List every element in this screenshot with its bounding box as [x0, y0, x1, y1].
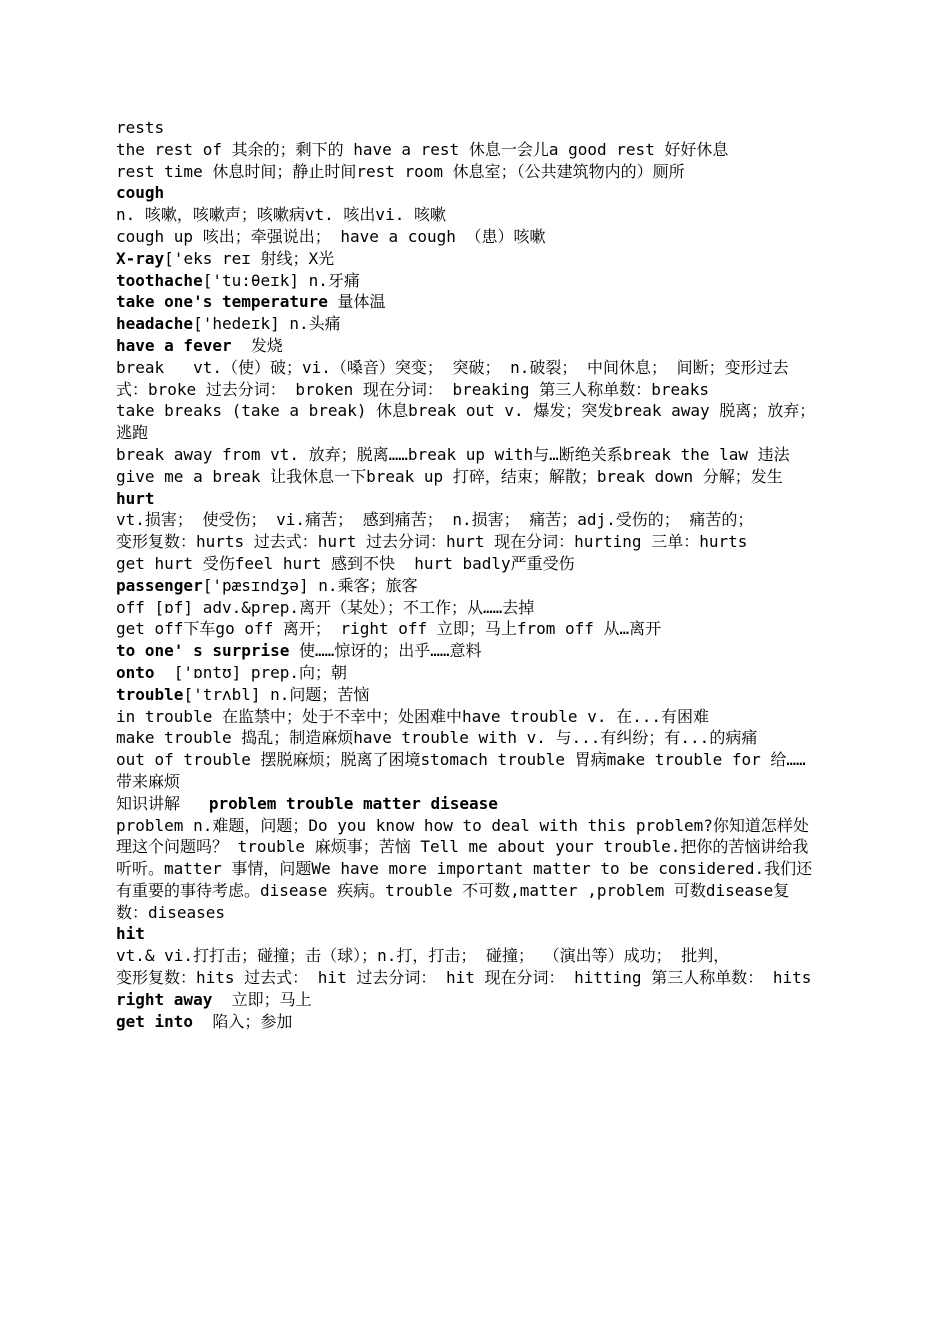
text-line	[116, 597, 816, 619]
text-run: in trouble 在监禁中；处于不幸中；处困难中have trouble v. 在...有困难	[116, 706, 709, 726]
text-line	[116, 727, 816, 749]
text-line	[116, 466, 816, 488]
text-line	[116, 226, 816, 248]
text-run: the rest of 其余的；剩下的 have a rest 休息一会儿a good rest 好好休息	[116, 139, 729, 159]
text-run: vt.损害； 使受伤； vi.痛苦； 感到痛苦； n.损害； 痛苦；adj.受伤的； 痛苦的；	[116, 510, 754, 530]
text-run: cough up 咳出；牵强说出； have a cough （患）咳嗽	[116, 226, 546, 246]
term-heading: problem trouble matter disease	[208, 793, 498, 813]
text-line	[116, 684, 816, 706]
text-run: rest time 休息时间；静止时间rest room 休息室；（公共建筑物内的）厕所	[116, 161, 685, 181]
term-heading: hit	[116, 924, 145, 944]
text-run: get off下车go off 离开； right off 立即；马上from off 从…离开	[116, 619, 662, 639]
text-line	[116, 640, 816, 662]
term-heading: passenger	[116, 575, 203, 595]
text-line	[116, 749, 816, 793]
term-heading: cough	[116, 183, 165, 203]
text-run: 变形复数：hurts 过去式：hurt 过去分词：hurt 现在分词：hurting 三单：hurts	[116, 532, 748, 552]
text-line	[116, 815, 816, 924]
term-heading: get into	[116, 1011, 194, 1031]
text-line	[116, 553, 816, 575]
term-definition: ['pæsɪndʒə] n.乘客；旅客	[202, 575, 418, 595]
term-heading: X-ray	[116, 248, 165, 268]
text-run: rests	[116, 118, 165, 137]
text-run: 知识讲解	[116, 793, 209, 813]
term-heading: to one' s surprise	[116, 641, 290, 661]
text-line	[116, 313, 816, 335]
text-run: make trouble 捣乱；制造麻烦have trouble with v. 与...有纠纷；有...的病痛	[116, 728, 758, 748]
text-line	[116, 706, 816, 728]
term-definition: 量体温	[327, 292, 386, 312]
text-line	[116, 444, 816, 466]
text-line	[116, 618, 816, 640]
term-definition: 发烧	[231, 335, 283, 355]
text-line	[116, 488, 816, 510]
text-run: get hurt 受伤feel hurt 感到不快 hurt badly严重受伤	[116, 553, 575, 573]
text-line	[116, 662, 816, 684]
term-heading: trouble	[116, 684, 184, 704]
text-run: 变形复数：hits 过去式： hit 过去分词： hit 现在分词： hitting 第三人称单数： hits	[116, 968, 812, 988]
text-line	[116, 270, 816, 292]
text-run: problem n.难题，问题；Do you know how to deal with this problem?你知道怎样处理这个问题吗？ trouble 麻烦事；苦恼 Tell me about your trouble.把你的苦恼讲给我听听。matter 事情，问题We have more important matter to be considered.我们还有重要的事待考虑。disease 疾病。trouble 不可数,matter ,problem 可数disease复数：diseases	[116, 815, 813, 922]
text-line	[116, 989, 816, 1011]
text-line	[116, 182, 816, 204]
text-run: n. 咳嗽，咳嗽声；咳嗽病vt. 咳出vi. 咳嗽	[116, 205, 446, 225]
text-line	[116, 531, 816, 553]
text-run: take breaks (take a break) 休息break out v. 爆发；突发break away 脱离；放弃；逃跑	[116, 401, 816, 443]
term-definition: 使……惊讶的；出乎……意料	[289, 641, 482, 661]
term-definition: ['trʌbl] n.问题；苦恼	[183, 684, 370, 704]
term-definition: ['ɒntʊ] prep.向；朝	[154, 662, 348, 682]
term-heading: take one's temperature	[116, 292, 328, 312]
text-run: out of trouble 摆脱麻烦；脱离了困境stomach trouble 胃病make trouble for 给……带来麻烦	[116, 750, 806, 791]
text-line	[116, 291, 816, 313]
text-line	[116, 117, 816, 139]
document-page	[116, 117, 816, 1032]
text-line	[116, 161, 816, 183]
term-definition: ['tu:θeɪk] n.牙痛	[202, 270, 360, 290]
text-line	[116, 945, 816, 967]
text-run: break away from vt. 放弃；脱离……break up with与…断绝关系break the law 违法	[116, 444, 790, 464]
term-heading: hurt	[116, 488, 155, 508]
term-heading: right away	[116, 989, 213, 1009]
text-line	[116, 793, 816, 815]
term-heading: onto	[116, 662, 155, 682]
text-line	[116, 335, 816, 357]
text-line	[116, 1011, 816, 1033]
text-line	[116, 248, 816, 270]
text-run: vt.& vi.打打击；碰撞；击（球）；n.打，打击； 碰撞； （演出等）成功； 批判，	[116, 946, 730, 966]
text-line	[116, 967, 816, 989]
text-line	[116, 204, 816, 226]
text-line	[116, 400, 816, 444]
term-definition: ['eks reɪ 射线；X光	[164, 248, 335, 268]
text-line	[116, 509, 816, 531]
text-line	[116, 923, 816, 945]
text-line	[116, 357, 816, 401]
text-line	[116, 139, 816, 161]
text-run: give me a break 让我休息一下break up 打碎，结束；解散；break down 分解；发生	[116, 466, 783, 486]
term-definition: ['hedeɪk] n.头痛	[193, 314, 341, 334]
text-line	[116, 575, 816, 597]
text-run: off [ɒf] adv.&prep.离开（某处）；不工作；从……去掉	[116, 597, 535, 617]
term-heading: headache	[116, 314, 194, 334]
term-definition: 陷入；参加	[193, 1011, 293, 1031]
text-run: break vt.（使）破；vi.（嗓音）突变； 突破； n.破裂； 中间休息； 间断；变形过去式：broke 过去分词： broken 现在分词： breaking 第三人称单数：breaks	[116, 357, 789, 399]
term-heading: have a fever	[116, 335, 232, 355]
term-heading: toothache	[116, 270, 203, 290]
term-definition: 立即；马上	[212, 989, 312, 1009]
